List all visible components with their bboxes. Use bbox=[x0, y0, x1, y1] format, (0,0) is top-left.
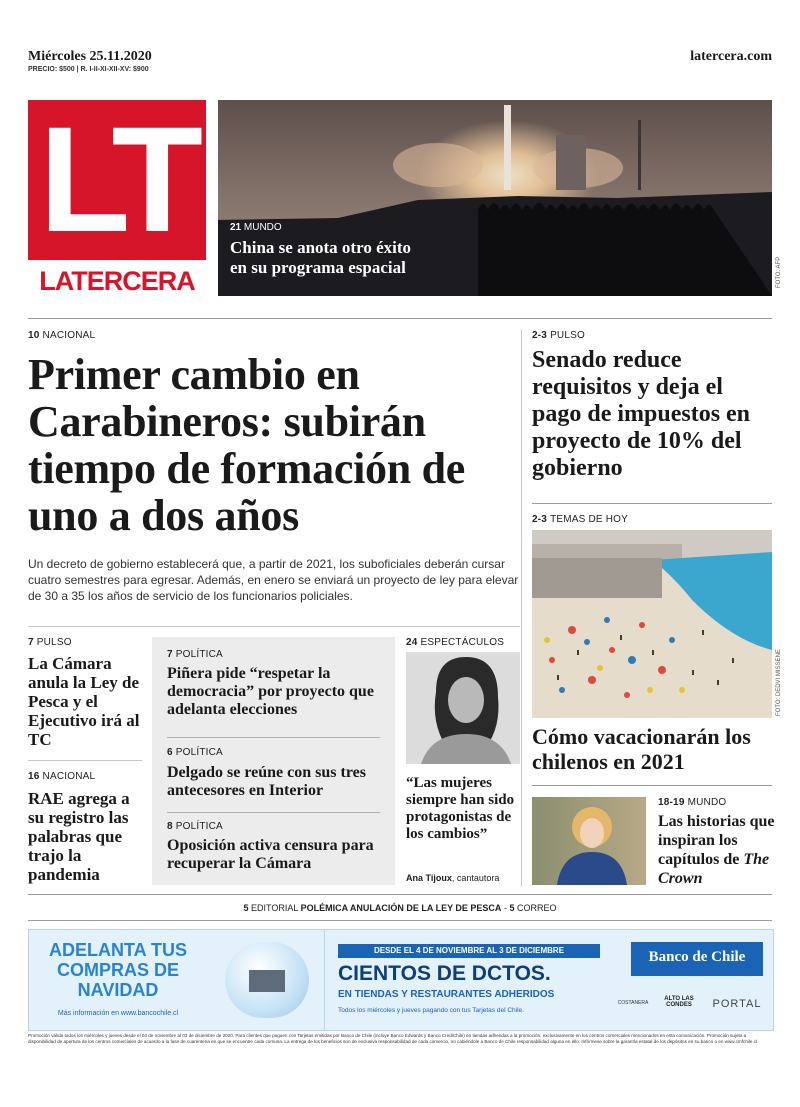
footer-strip: 5 EDITORIAL POLÉMICA ANULACIÓN DE LA LEY DE PESCA - 5 CORREO bbox=[243, 903, 557, 913]
snow-globe-icon bbox=[225, 942, 309, 1018]
portal-logo: PORTAL bbox=[712, 998, 762, 1010]
senado-section: PULSO bbox=[550, 330, 585, 341]
crown-page: 18-19 bbox=[658, 797, 685, 808]
logo bbox=[28, 95, 206, 296]
portrait-illustration bbox=[406, 652, 520, 764]
bank-name: Banco de Chile bbox=[648, 949, 746, 965]
beach-illustration bbox=[532, 530, 772, 718]
editorial-label: EDITORIAL bbox=[251, 903, 299, 913]
hero-credit: FOTO: AFP bbox=[776, 256, 782, 288]
ad-divider bbox=[324, 930, 325, 1030]
editorial-page: 5 bbox=[243, 903, 249, 913]
senado-headline[interactable]: Senado reduce requisitos y deja el pago de impuestos en proyecto de 10% del gobierno bbox=[532, 347, 751, 481]
senado-kicker bbox=[532, 330, 585, 341]
ad-line3: NAVIDAD bbox=[77, 980, 159, 1000]
pesca-page: 7 bbox=[28, 637, 34, 648]
lead-page: 10 bbox=[28, 330, 40, 341]
divider bbox=[28, 894, 772, 895]
ad-big: CIENTOS DE DCTOS. bbox=[338, 962, 551, 985]
divider bbox=[532, 785, 772, 786]
show-role: , cantautora bbox=[451, 873, 500, 883]
politics-page-1: 7 bbox=[167, 649, 173, 660]
logo-wordmark: LATERCERA bbox=[39, 266, 195, 296]
show-section: ESPECTÁCULOS bbox=[420, 637, 505, 648]
beach-headline[interactable]: Cómo vacacionarán los chilenos en 2021 bbox=[532, 724, 751, 774]
logo-letters: LT bbox=[38, 95, 196, 263]
pesca-headline[interactable]: La Cámara anula la Ley de Pesca y el Ejecutivo irá al TC bbox=[28, 654, 140, 749]
rae-page: 16 bbox=[28, 771, 40, 782]
site-link[interactable]: latercera.com bbox=[690, 49, 772, 64]
editorial-topic: POLÉMICA ANULACIÓN DE LA LEY DE PESCA bbox=[300, 903, 502, 913]
banco-chile-ad[interactable] bbox=[28, 929, 774, 1031]
show-page: 24 bbox=[406, 637, 418, 648]
beach-photo[interactable] bbox=[532, 530, 772, 718]
oposicion-headline[interactable]: Oposición activa censura para recuperar la Cámara bbox=[167, 837, 374, 872]
beach-kicker bbox=[532, 514, 628, 525]
politics-page-2: 6 bbox=[167, 747, 173, 758]
rae-section: NACIONAL bbox=[42, 771, 96, 782]
ana-tijoux-photo[interactable] bbox=[406, 652, 520, 764]
ad-line2: COMPRAS DE bbox=[56, 960, 179, 980]
ad-left-headline bbox=[29, 940, 207, 1000]
ad-sub: EN TIENDAS Y RESTAURANTES ADHERIDOS bbox=[338, 989, 555, 1000]
rocket-launch-photo[interactable] bbox=[218, 100, 772, 296]
hero-kicker bbox=[230, 222, 282, 233]
alto-las-condes-logo: ALTO LAS CONDES bbox=[664, 996, 694, 1008]
divider bbox=[28, 626, 520, 627]
crown-headline[interactable] bbox=[658, 812, 776, 888]
logo-red-block bbox=[28, 95, 206, 263]
hero-page: 21 bbox=[230, 222, 242, 233]
senado-page: 2-3 bbox=[532, 330, 548, 341]
pesca-section: PULSO bbox=[36, 637, 72, 648]
politics-kicker-2 bbox=[167, 747, 223, 758]
correo-page: 5 bbox=[509, 903, 515, 913]
edition-date: Miércoles 25.11.2020 bbox=[28, 49, 152, 64]
gift-icon bbox=[249, 970, 285, 992]
divider bbox=[28, 318, 772, 319]
politics-page-3: 8 bbox=[167, 821, 173, 832]
divider bbox=[167, 737, 380, 738]
hero-section: MUNDO bbox=[243, 222, 282, 233]
ad-legal: Promoción válida todos los miércoles y jueves desde el 04 de noviembre al 03 de diciembre de 2020. Para clientes que paguen con Tarjetas emitidas por Banco de Chile (incluye Banco Edwards y Banco CrediChile) en tiendas adheridas a la promoción, exclusivamente en los centros comerciales mencionados en esta comunicación. Promoción sujeta a disponibilidad de apertura de los centros comerciales de acuerdo a la fase de cuarentena en que se encuentre cada comuna. La entrega de los beneficios son de exclusiva responsabilidad de cada comercio, no cabiéndole a Banco de Chile responsabilidad alguna en ello. Infórmese sobre la garantía estatal de los depósitos en su banco o en www.cmfchile.cl bbox=[28, 1033, 758, 1045]
lead-kicker bbox=[28, 330, 95, 341]
politics-section-2: POLÍTICA bbox=[175, 747, 223, 758]
crown-headline-title: The Crown bbox=[658, 851, 770, 887]
lead-section: NACIONAL bbox=[42, 330, 96, 341]
delgado-headline[interactable]: Delgado se reúne con sus tres antecesores en Interior bbox=[167, 764, 366, 799]
show-kicker bbox=[406, 637, 504, 648]
divider bbox=[167, 812, 380, 813]
crown-section: MUNDO bbox=[687, 797, 727, 808]
beach-section: TEMAS DE HOY bbox=[550, 514, 629, 525]
price-line: PRECIO: $500 | R. I-II-XI-XII-XV: $900 bbox=[28, 66, 149, 73]
divider bbox=[28, 760, 142, 761]
politics-section-3: POLÍTICA bbox=[175, 821, 223, 832]
ad-info: Más información en www.bancochile.cl bbox=[57, 1010, 179, 1017]
crown-kicker bbox=[658, 797, 726, 808]
ad-dates: DESDE EL 4 DE NOVIEMBRE AL 3 DE DICIEMBRE bbox=[338, 944, 600, 958]
show-name: Ana Tijoux bbox=[406, 873, 452, 883]
column-rule bbox=[521, 330, 522, 886]
hero-headline-line2: en su programa espacial bbox=[230, 258, 406, 277]
show-credit bbox=[406, 873, 499, 883]
hero-headline[interactable] bbox=[230, 238, 411, 278]
divider bbox=[28, 920, 772, 921]
politics-kicker-1 bbox=[167, 649, 223, 660]
show-quote[interactable]: “Las mujeres siempre han sido protagonistas de los cambios” bbox=[406, 775, 515, 842]
politics-section-1: POLÍTICA bbox=[175, 649, 223, 660]
pesca-kicker bbox=[28, 637, 72, 648]
beach-credit: FOTO: DEDVI MISSENE bbox=[776, 649, 782, 716]
crown-headline-text: Las historias que inspiran los capítulos de bbox=[658, 813, 775, 868]
the-crown-photo[interactable] bbox=[532, 797, 646, 885]
beach-page: 2-3 bbox=[532, 514, 548, 525]
pinera-headline[interactable]: Piñera pide “respetar la democracia” por proyecto que adelanta elecciones bbox=[167, 665, 374, 718]
banco-chile-logo bbox=[631, 942, 763, 976]
ad-line1: ADELANTA TUS bbox=[49, 940, 187, 960]
lead-deck: Un decreto de gobierno establecerá que, a partir de 2021, los suboficiales deberán cursar cuatro semestres para egresar. Además, en enero se enviará un proyecto de ley para elevar de 30 a 35 los años de servicio de los funcionarios policiales. bbox=[28, 557, 519, 603]
divider bbox=[532, 503, 772, 504]
politics-box bbox=[152, 637, 395, 885]
rae-headline[interactable]: RAE agrega a su registro las palabras que trajo la pandemia bbox=[28, 789, 130, 884]
correo-label: CORREO bbox=[516, 903, 557, 913]
ad-small: Todos los miércoles y jueves pagando con tus Tarjetas del Chile. bbox=[338, 1007, 524, 1014]
lead-headline[interactable]: Primer cambio en Carabineros: subirán tiempo de formación de uno a dos años bbox=[28, 350, 465, 540]
politics-kicker-3 bbox=[167, 821, 223, 832]
costanera-logo: COSTANERA bbox=[617, 1000, 649, 1006]
hero-headline-line1: China se anota otro éxito bbox=[230, 238, 412, 257]
queen-illustration bbox=[532, 797, 646, 885]
rae-kicker bbox=[28, 771, 95, 782]
